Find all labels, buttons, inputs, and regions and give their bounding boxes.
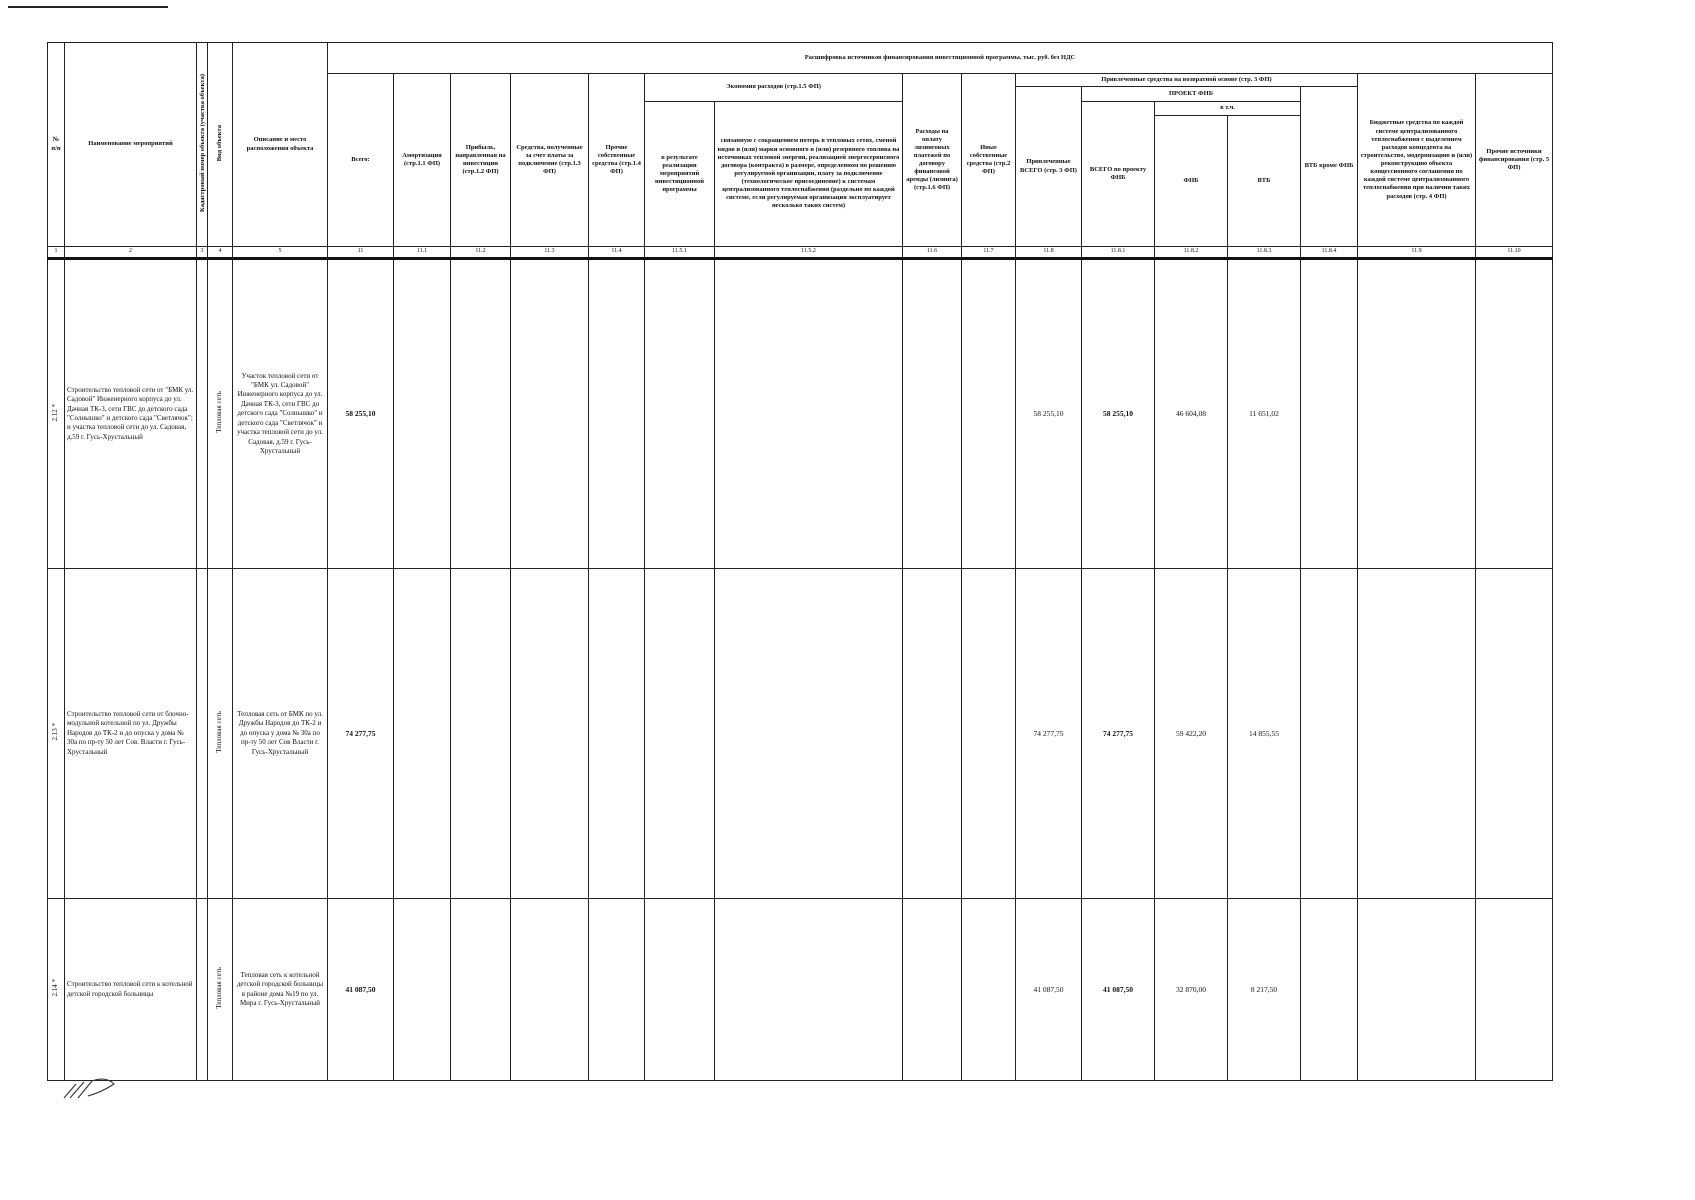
row-borrowed-total: 74 277,75 [1016, 569, 1082, 899]
header-economy-linked: связанную с сокращением потерь в тепловых сетях, сменой видов и (или) марки основного и (или) резервного топлива на источниках тепловой энергии, реализацией энергосервисного договора (контракта) в размере, определенном по решению регулируемой организации, плату за подключение (технологическое присоединение) к системам централизованного теплоснабжения (раздельно по каждой системе, если регулируемая организация эксплуатирует несколько таких систем) [715, 102, 903, 247]
header-total: Всего: [328, 74, 394, 247]
row-name: Строительство тепловой сети от блочно-модульной котельной по ул. Дружбы Народов до ТК-2 и до опуска у дома № 30а по пр-ту 50 лет Сов. Власти г. Гусь-Хрустальный [65, 569, 197, 899]
header-other-sources: Прочие источники финансирования (стр. 5 ФП) [1476, 74, 1553, 247]
row-total: 74 277,75 [328, 569, 394, 899]
column-number: 11.8 [1016, 247, 1082, 259]
row-descr: Тепловая сеть от БМК по ул. Дружбы Народов до ТК-2 и до опуска у дома № 30а по пр-ту 50 лет Сов Власти г. Гусь-Хрустальный [233, 569, 328, 899]
header-economy-result: в результате реализации мероприятий инвестиционной программы [645, 102, 715, 247]
header-budget: Бюджетные средства по каждой системе централизованного теплоснабжения с выделением расходов концедента на строительство, модернизацию и (или) реконструкцию объекта концессионного соглашения по каждой системе централизованного теплоснабжения при наличии таких расходов (стр. 4 ФП) [1358, 74, 1476, 247]
column-number: 11.4 [589, 247, 645, 259]
header-other-own: Прочие собственные средства (стр.1.4 ФП) [589, 74, 645, 247]
column-number: 11.6 [903, 247, 962, 259]
row-fnb-all: 41 087,50 [1082, 899, 1155, 1081]
header-fnb-all: ВСЕГО по проекту ФНБ [1082, 102, 1155, 247]
row-type: Тепловая сеть [208, 259, 233, 569]
row-fnb: 59 422,20 [1155, 569, 1228, 899]
row-type: Тепловая сеть [208, 899, 233, 1081]
row-total: 41 087,50 [328, 899, 394, 1081]
column-number: 4 [208, 247, 233, 259]
row-name: Строительство тепловой сети от "БМК ул. Садовой" Инженерного корпуса до ул. Дачная ТК-3, сети ГВС до детского сада "Солнышко" и детского сада "Светлячок"; и участка тепловой сети до ул. Садовая, д.59 г. Гусь-Хрустальный [65, 259, 197, 569]
row-cadastral [197, 899, 208, 1081]
column-number: 11.5.1 [645, 247, 715, 259]
row-cadastral [197, 259, 208, 569]
header-connection: Средства, полученные за счет платы за подключение (стр.1.3 ФП) [511, 74, 589, 247]
column-number: 2 [65, 247, 197, 259]
header-type: Вид объекта [208, 43, 233, 247]
header-amort: Амортизация (стр.1.1 ФП) [394, 74, 451, 247]
row-fnb: 46 604,08 [1155, 259, 1228, 569]
header-fnb: ФНБ [1155, 116, 1228, 247]
table-row [48, 259, 1553, 569]
column-number: 11.5.2 [715, 247, 903, 259]
column-number: 3 [197, 247, 208, 259]
header-no: № п/п [48, 43, 65, 247]
row-borrowed-total: 58 255,10 [1016, 259, 1082, 569]
row-descr: Тепловая сеть к котельной детской городской больницы в районе дома №19 по ул. Мира г. Гусь-Хрустальный [233, 899, 328, 1081]
column-number: 11.8.2 [1155, 247, 1228, 259]
column-number: 11.7 [962, 247, 1016, 259]
column-number: 11.8.3 [1228, 247, 1301, 259]
column-number: 5 [233, 247, 328, 259]
header-row-1 [48, 43, 1553, 74]
column-number: 11.2 [451, 247, 511, 259]
row-type: Тепловая сеть [208, 569, 233, 899]
column-number: 11.3 [511, 247, 589, 259]
header-vtb: ВТБ [1228, 116, 1301, 247]
header-vtb-except: ВТБ кроме ФНБ [1301, 87, 1358, 247]
row-no: 2.12 * [48, 259, 65, 569]
row-total: 58 255,10 [328, 259, 394, 569]
header-incl: в т.ч. [1155, 102, 1301, 116]
header-fnb-project: ПРОЕКТ ФНБ [1082, 87, 1301, 102]
row-fnb-all: 74 277,75 [1082, 569, 1155, 899]
row-fnb-all: 58 255,10 [1082, 259, 1155, 569]
top-rule [8, 6, 168, 8]
header-borrowed-total: Привлеченные ВСЕГО (стр. 3 ФП) [1016, 87, 1082, 247]
row-vtb: 11 651,02 [1228, 259, 1301, 569]
row-no: 2.14 * [48, 899, 65, 1081]
header-borrowed-group: Привлеченные средства на возвратной основе (стр. 3 ФП) [1016, 74, 1358, 87]
column-number: 11.10 [1476, 247, 1553, 259]
row-no: 2.13 * [48, 569, 65, 899]
column-numbers-row [48, 247, 1553, 259]
column-number: 11.9 [1358, 247, 1476, 259]
table-row [48, 569, 1553, 899]
header-breakdown: Расшифровка источников финансирования инвестиционной программы, тыс. руб. без НДС [328, 43, 1553, 74]
column-number: 11.8.4 [1301, 247, 1358, 259]
header-leasing: Расходы на оплату лизинговых платежей по договору финансовой аренды (лизинга) (стр.1.6 ФП) [903, 74, 962, 247]
table-row [48, 899, 1553, 1081]
row-borrowed-total: 41 087,50 [1016, 899, 1082, 1081]
header-economy: Экономия расходов (стр.1.5 ФП) [645, 74, 903, 102]
column-number: 1 [48, 247, 65, 259]
header-other-own2: Иные собственные средства (стр.2 ФП) [962, 74, 1016, 247]
row-vtb: 14 855,55 [1228, 569, 1301, 899]
row-descr: Участок тепловой сети от "БМК ул. Садовой" Инженерного корпуса до ул. Дачная ТК-3, сети ГВС до детского сада "Солнышко" и детского сада "Светлячок" и участка тепловой сети до ул. Садовая, д.59 г. Гусь-Хрустальный [233, 259, 328, 569]
signature-mark [62, 1078, 122, 1100]
row-name: Строительство тепловой сети к котельной детской городской больницы [65, 899, 197, 1081]
header-profit: Прибыль, направленная на инвестиции (стр.1.2 ФП) [451, 74, 511, 247]
header-descr: Описание и место расположения объекта [233, 43, 328, 247]
column-number: 11.1 [394, 247, 451, 259]
header-name: Наименование мероприятий [65, 43, 197, 247]
row-fnb: 32 870,00 [1155, 899, 1228, 1081]
header-cadastral: Кадастровый номер объекта (участка объекта) [197, 43, 208, 247]
row-vtb: 8 217,50 [1228, 899, 1301, 1081]
column-number: 11 [328, 247, 394, 259]
investment-table [47, 42, 1553, 1081]
row-cadastral [197, 569, 208, 899]
column-number: 11.8.1 [1082, 247, 1155, 259]
